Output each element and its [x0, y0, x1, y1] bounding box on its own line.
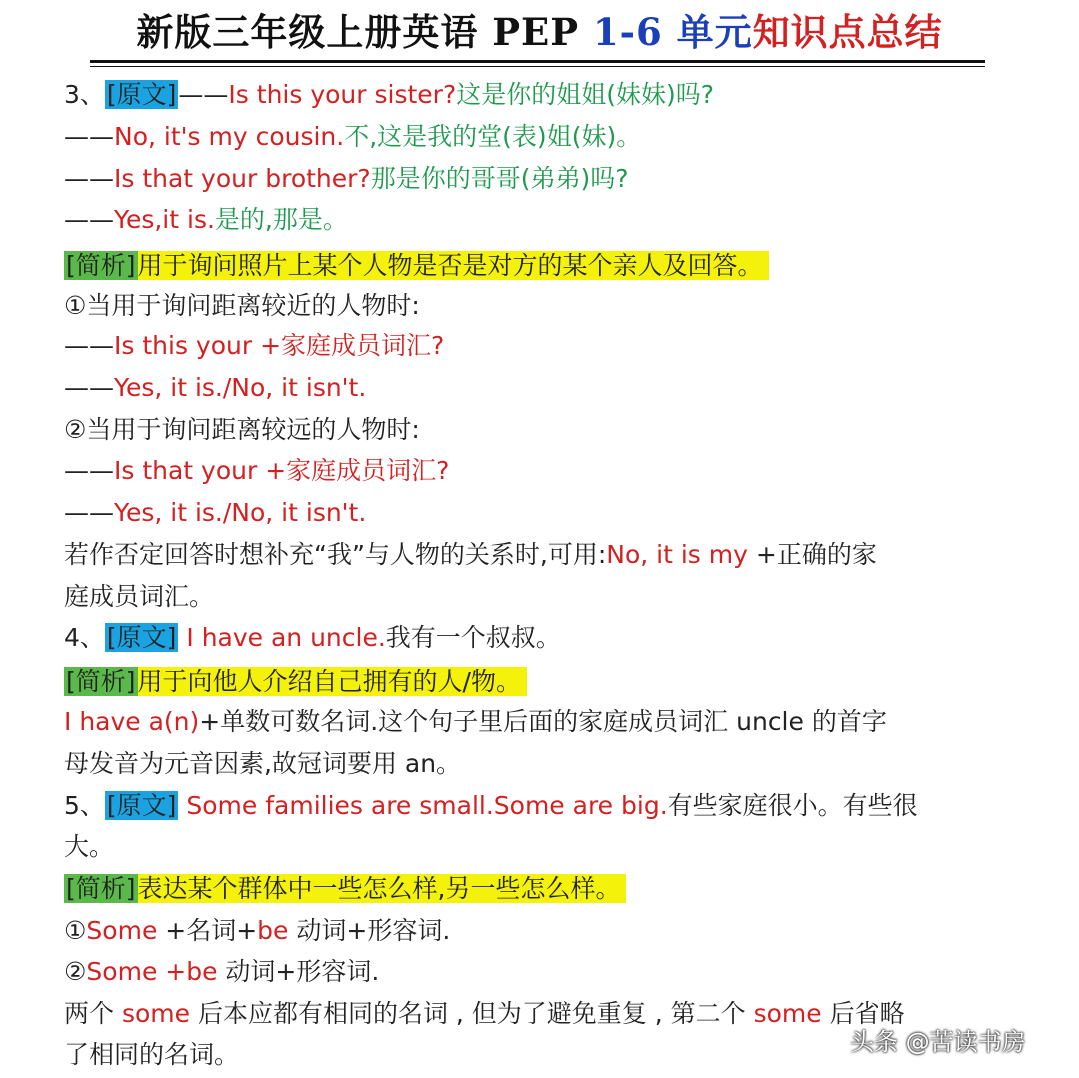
- s5-note-cont: 了相同的名词。: [64, 1040, 240, 1069]
- original-text-tag: [原文]: [106, 791, 177, 820]
- s3-dialog-a2: ——Yes,it is.是的,那是。: [64, 205, 348, 234]
- s3-far-label: ②当用于询问距离较远的人物时:: [64, 415, 420, 444]
- watermark: 头条 @苦读书房: [850, 1028, 1026, 1056]
- s3-far-answer: ——Yes, it is./No, it isn't.: [64, 498, 367, 527]
- s4-original: 4、[原文] I have an uncle.我有一个叔叔。: [64, 623, 561, 652]
- s3-dialog-q2: ——Is that your brother?那是你的哥哥(弟弟)吗?: [64, 164, 629, 193]
- s3-near-question: ——Is this your +家庭成员词汇?: [64, 331, 445, 360]
- s5-original: 5、[原文] Some families are small.Some are big.有些家庭很小。有些很: [64, 791, 918, 820]
- analysis-tag: [简析]: [66, 667, 136, 696]
- page-title: 新版三年级上册英语 PEP 1-6 单元知识点总结: [136, 10, 943, 54]
- s3-note: 若作否定回答时想补充“我”与人物的关系时,可用:No, it is my +正确的家: [64, 540, 877, 569]
- s3-dialog-a1: ——No, it's my cousin.不,这是我的堂(表)姐(妹)。: [64, 122, 642, 151]
- title-underline: [90, 60, 985, 63]
- s5-original-cont: 大。: [64, 832, 115, 861]
- s5-note: 两个 some 后本应都有相同的名词 , 但为了避免重复 , 第二个 some 后省略: [64, 999, 905, 1028]
- s3-note-cont: 庭成员词汇。: [64, 582, 215, 611]
- original-text-tag: [原文]: [106, 623, 177, 652]
- analysis-tag: [简析]: [66, 251, 136, 280]
- s3-analysis: [简析]用于询问照片上某个人物是否是对方的某个亲人及回答。: [64, 245, 769, 287]
- s3-near-label: ①当用于询问距离较近的人物时:: [64, 291, 420, 320]
- s3-far-question: ——Is that your +家庭成员词汇?: [64, 456, 450, 485]
- original-text-tag: [原文]: [106, 80, 177, 109]
- s5-analysis: [简析]表达某个群体中一些怎么样,另一些怎么样。: [64, 868, 626, 910]
- title-underline-thin: [90, 66, 985, 67]
- s3-near-answer: ——Yes, it is./No, it isn't.: [64, 373, 367, 402]
- s5-pattern-1: ①Some +名词+be 动词+形容词.: [64, 916, 451, 945]
- s4-rule: I have a(n)+单数可数名词.这个句子里后面的家庭成员词汇 uncle 的首字: [64, 707, 887, 736]
- s5-pattern-2: ②Some +be 动词+形容词.: [64, 957, 380, 986]
- s4-analysis: [简析]用于向他人介绍自己拥有的人/物。: [64, 661, 527, 703]
- s4-rule-cont: 母发音为元音因素,故冠词要用 an。: [64, 749, 462, 778]
- s3-dialog-q1: 3、[原文]——Is this your sister?这是你的姐姐(妹妹)吗?: [64, 80, 714, 109]
- analysis-tag: [简析]: [66, 874, 136, 903]
